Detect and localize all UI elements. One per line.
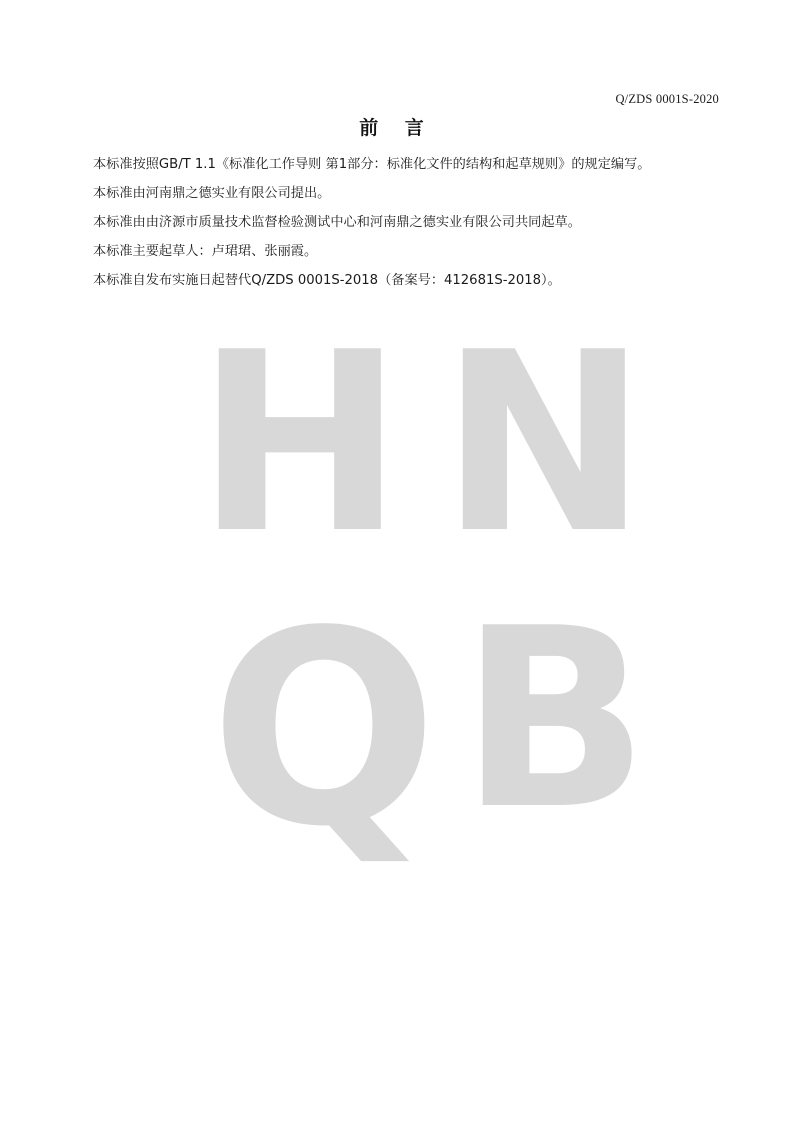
paragraph: 本标准由由济源市质量技术监督检验测试中心和河南鼎之德实业有限公司共同起草。 <box>93 215 581 230</box>
foreword-body <box>93 150 713 295</box>
paragraph: 本标准自发布实施日起替代Q/ZDS 0001S-2018（备案号：412681S-2018）。 <box>93 273 561 288</box>
watermark-letter-n: N <box>440 300 648 588</box>
watermark-letter-q: Q <box>210 574 438 886</box>
paragraph: 本标准按照GB/T 1.1《标准化工作导则 第1部分：标准化文件的结构和起草规则》的规定编写。 <box>93 157 651 172</box>
page-title: 前 言 <box>359 117 434 139</box>
watermark-letter-b: B <box>460 576 650 864</box>
paragraph: 本标准主要起草人：卢珺珺、张丽霞。 <box>93 244 318 259</box>
watermark-letter-h: H <box>196 300 404 588</box>
paragraph: 本标准由河南鼎之德实业有限公司提出。 <box>93 186 331 201</box>
document-standard-number: Q/ZDS 0001S-2020 <box>615 92 719 106</box>
